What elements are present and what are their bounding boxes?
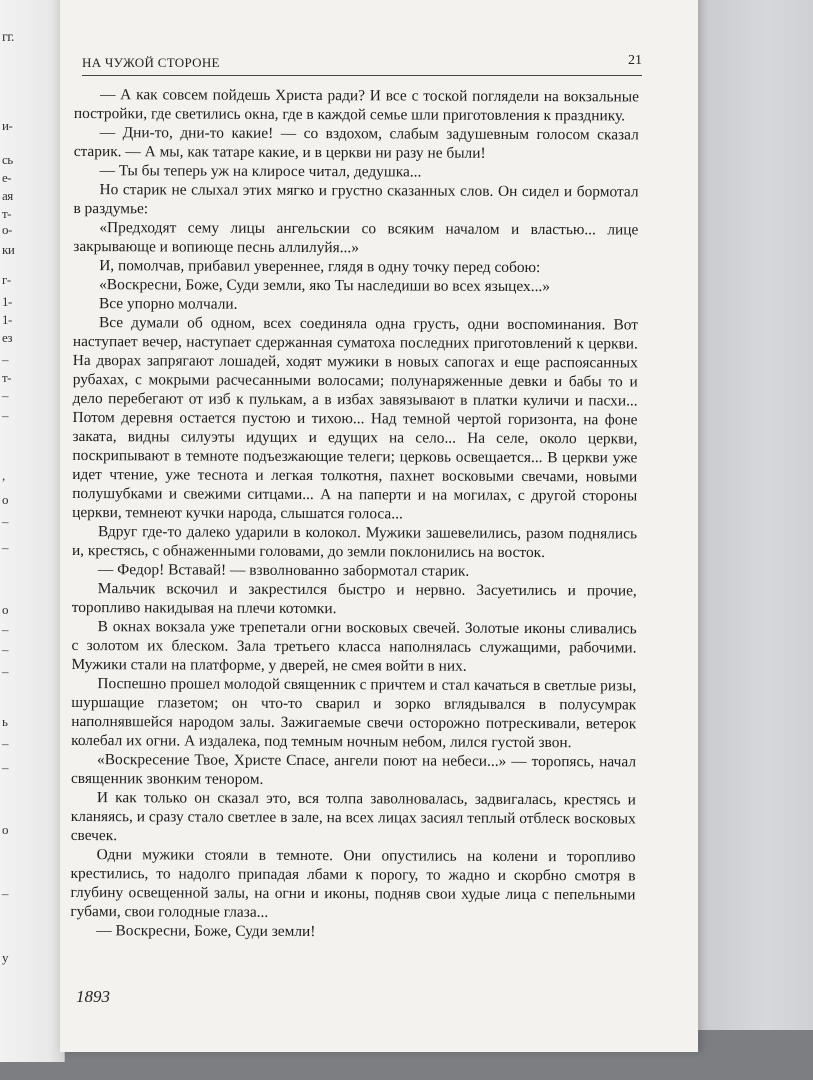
paragraph: «Воскресение Твое, Христе Спасе, ангели поют на небеси...» — торопясь, начал священник звонким тенором. (70, 751, 637, 788)
left-page-fragment: о (2, 492, 8, 507)
left-page-fragment: и- (2, 118, 13, 133)
left-page-fragment: о (2, 822, 8, 837)
paragraph: И как только он сказал это, вся толпа заволновалась, задвигалась, крестясь и кланяясь, и сразу стало светлее в зале, на всех лицах засиял теплый отблеск восковых свечек. (70, 789, 636, 845)
book-page (60, 0, 698, 1052)
running-head (82, 55, 642, 76)
left-page-fragment: – (2, 352, 8, 367)
paragraph: «Предходят сему лицы ангельскии со всяким началом и властью... лице закрывающе и вопиюще песнь аллилуйя...» (73, 219, 639, 257)
left-page-fragment: ь (2, 714, 8, 729)
paragraph: Поспешно прошел молодой священник с причтем и стал качаться в светлые ризы, шуршащие глазетом; он что-то сварил и зорко вглядывался в полусумрак наполнявшейся народом залы. Зажигаемые свечи осторожно потрескивали, ветерок колебал их огни. А издалека, под темным ночным небом, лился густой звон. (71, 675, 637, 752)
left-page-edge (0, 0, 65, 1062)
publication-year: 1893 (76, 987, 110, 1006)
left-page-fragment: сь (2, 152, 13, 167)
paragraph: Мальчик вскочил и закрестился быстро и нервно. Засуетились и прочие, торопливо накидывая на плечи котомки. (71, 580, 637, 618)
left-page-fragment: т- (2, 206, 12, 221)
paragraph: — Дни-то, дни-то какие! — со вздохом, слабым задушевным голосом сказал старик. — А мы, как татаре какие, и в церкви ни разу не были! (73, 124, 639, 162)
left-page-fragment: 1- (2, 312, 12, 327)
left-page-fragment: – (2, 642, 8, 657)
left-page-fragment: – (2, 736, 8, 751)
left-page-fragment: , (2, 468, 5, 483)
paragraph: И, помолчав, прибавил увереннее, глядя в одну точку перед собою: (99, 257, 541, 277)
left-page-fragment: – (2, 408, 8, 423)
left-page-fragment: 1- (2, 294, 12, 309)
left-page-fragment: – (2, 886, 8, 901)
paragraph: «Воскресни, Боже, Суди земли, яко Ты наследиши во всех языцех...» (99, 276, 551, 296)
body-text (70, 85, 639, 942)
paragraph: Вдруг где-то далеко ударили в колокол. Мужики зашевелились, разом поднялись и, крестясь, с обнаженными головами, до земли поклонились на восток. (71, 523, 638, 562)
left-page-fragment: г- (2, 272, 11, 287)
paragraph: — Федор! Вставай! — взволнованно забормотал старик. (97, 561, 470, 580)
table-background-right (698, 0, 813, 1080)
left-page-fragment: гг. (2, 30, 14, 45)
left-page-fragment: – (2, 540, 8, 555)
paragraph: — Воскресни, Боже, Суди земли! (96, 922, 316, 941)
left-page-fragment: о (2, 602, 8, 617)
left-page-fragment: у (2, 950, 8, 965)
running-head-title: НА ЧУЖОЙ СТОРОНЕ (82, 55, 220, 70)
left-page-fragment: – (2, 388, 8, 403)
paragraph: Одни мужики стояли в темноте. Они опустились на колени и торопливо крестились, то надолго припадая лбами к порогу, то жадно и скорбно смотря в глубину освещенной залы, на огни и иконы, подняв свои худые лица с пепельными губами, свои голодные глаза... (70, 846, 636, 921)
left-page-fragment: – (2, 664, 8, 679)
paragraph: — А как совсем пойдешь Христа ради? И все с тоской поглядели на вокзальные постройки, где светились окна, где в каждой семье шли приготовления к празднику. (73, 86, 639, 125)
left-page-fragment: – (2, 760, 8, 775)
left-page-fragment: е- (2, 170, 12, 185)
paragraph: Все упорно молчали. (99, 295, 238, 313)
left-page-fragment: т- (2, 370, 12, 385)
left-page-fragment: ая (2, 188, 13, 203)
paragraph: Все думали об одном, всех соединяла одна грусть, одни воспоминания. Вот наступает вечер, наступает сдержанная суматоха последних приготовлений к церкви. На дворах запрягают лошадей, ходят мужики в новых сапогах и еще распоясанных рубахах, с мокрыми расчесанными волосами; полунаряженные девки и бабы то и дело перебегают от изб к пулькам, а в избах завязывают в платки куличи и пасхи... Потом деревня остается пустою и тихою... Над темной чертой горизонта, на фоне заката, видны силуэты идущих и едущих на село... На селе, около церкви, поскрипывают в темноте подъезжающие телеги; церковь освещается... В церкви уже идет чтение, уже теснота и легкая толкотня, пахнет восковыми свечами, новыми полушубками и свежими ситцами... А на паперти и на могилах, с другой стороны церкви, темнеют кучки народа, слышатся голоса... (72, 314, 638, 523)
left-page-fragment: – (2, 514, 8, 529)
page-number: 21 (628, 53, 642, 68)
left-page-fragment: ки (2, 242, 15, 257)
paragraph: — Ты бы теперь уж на клиросе читал, дедушка... (99, 162, 422, 181)
paragraph: Но старик не слыхал этих мягко и грустно сказанных слов. Он сидел и бормотал в раздумье: (73, 181, 639, 218)
left-page-fragment: – (2, 622, 8, 637)
left-page-fragment: о- (2, 222, 12, 237)
paragraph: В окнах вокзала уже трепетали огни восковых свечей. Золотые иконы сливались с золотом их блеском. Зала третьего класса наполнялась служащими, рабочими. Мужики стали на платформе, у дверей, не смея войти в них. (71, 618, 637, 675)
left-page-fragment: ез (2, 330, 13, 345)
